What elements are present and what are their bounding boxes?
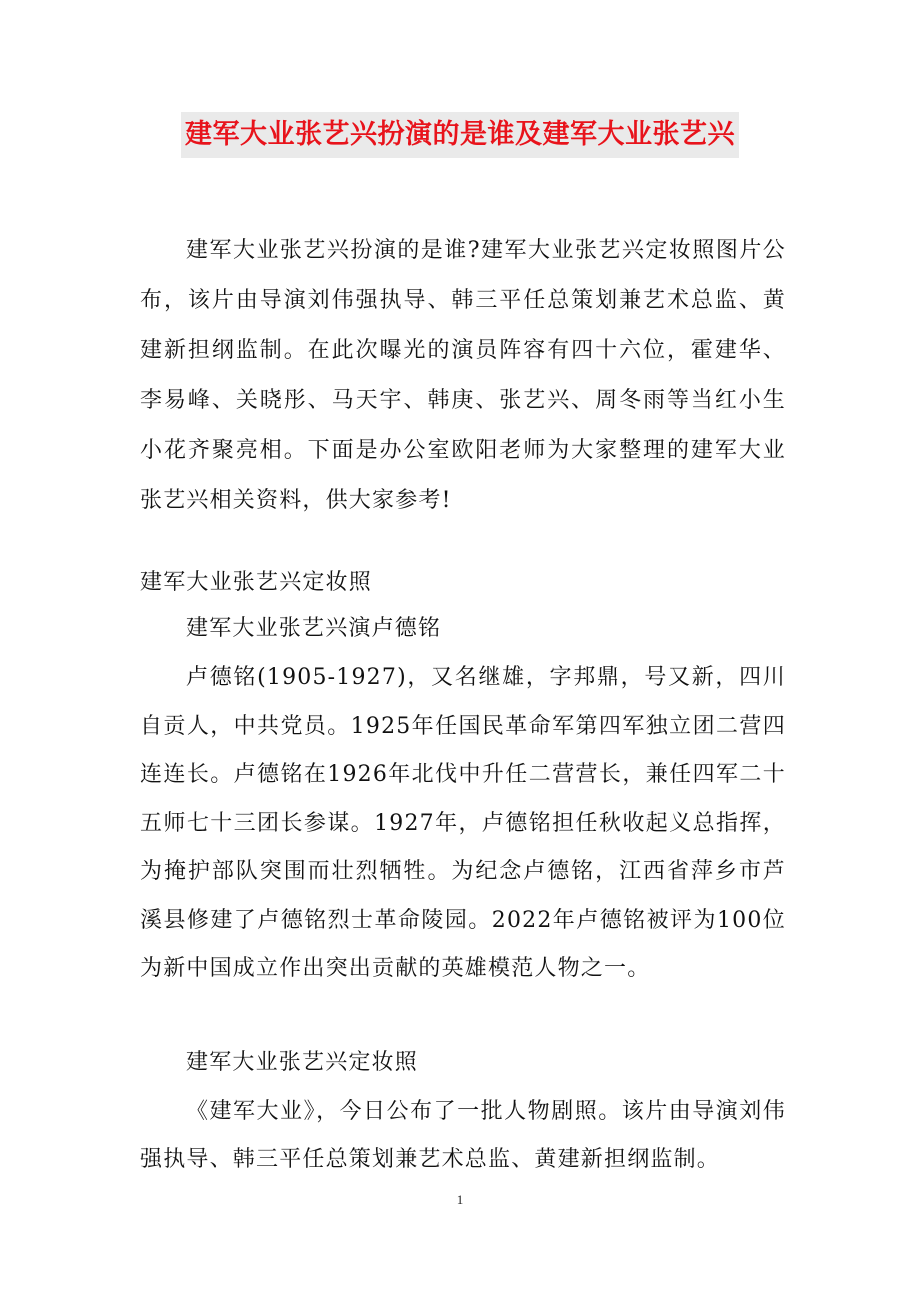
intro-paragraph: 建军大业张艺兴扮演的是谁?建军大业张艺兴定妆照图片公布，该片由导演刘伟强执导、韩三平任总策划兼艺术总监、黄建新担纲监制。在此次曝光的演员阵容有四十六位，霍建华、李易峰、关晓彤、马天宇、韩庚、张艺兴、周冬雨等当红小生小花齐聚亮相。下面是办公室欧阳老师为大家整理的建军大业张艺兴相关资料，供大家参考!	[140, 238, 786, 513]
subheading-ludeming: 建军大业张艺兴演卢德铭	[186, 616, 442, 641]
last-paragraph: 《建军大业》，今日公布了一批人物剧照。该片由导演刘伟强执导、韩三平任总策划兼艺术总监、黄建新担纲监制。	[140, 1099, 786, 1172]
section-heading: 建军大业张艺兴定妆照	[140, 570, 373, 595]
title-container	[0, 112, 920, 158]
subheading-makeup-photo: 建军大业张艺兴定妆照	[186, 1050, 419, 1075]
page-number: 1	[456, 1192, 464, 1207]
ludeming-bio-paragraph: 卢德铭(1905-1927)，又名继雄，字邦鼎，号又新，四川自贡人，中共党员。1925年任国民革命军第四军独立团二营四连连长。卢德铭在1926年北伐中升任二营营长，兼任四军二十五师七十三团长参谋。1927年，卢德铭担任秋收起义总指挥，为掩护部队突围而壮烈牺牲。为纪念卢德铭，江西省萍乡市芦溪县修建了卢德铭烈士革命陵园。2022年卢德铭被评为100位为新中国成立作出突出贡献的英雄模范人物之一。	[140, 665, 786, 981]
document-title: 建军大业张艺兴扮演的是谁及建军大业张艺兴	[181, 112, 739, 158]
